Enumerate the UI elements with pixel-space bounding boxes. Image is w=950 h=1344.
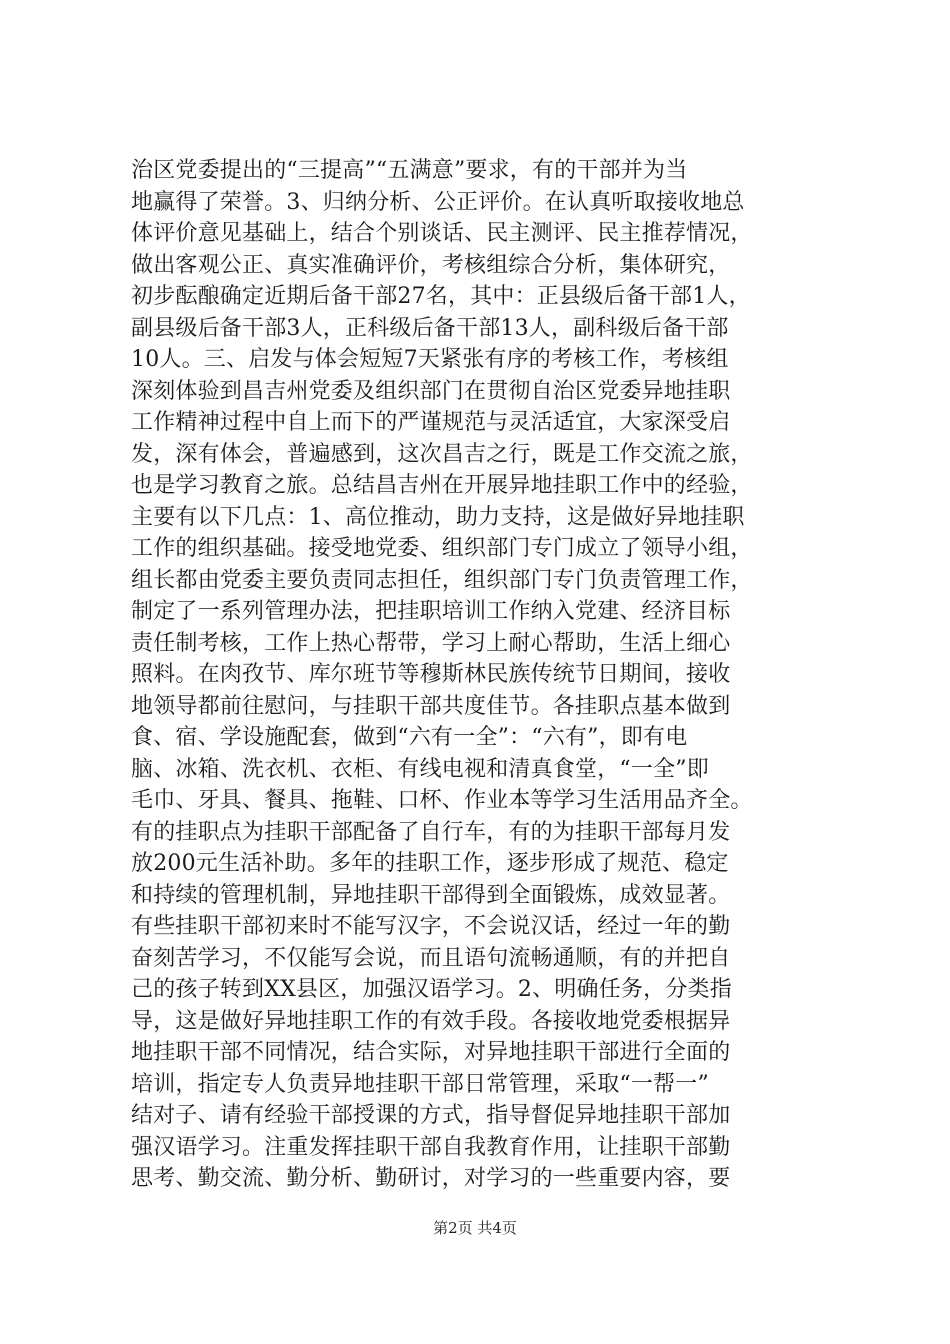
text-line: 奋刻苦学习，不仅能写会说，而且语句流畅通顺，有的并把自 [131, 945, 731, 971]
body-text [131, 155, 831, 1195]
text-line: 初步酝酿确定近期后备干部27名，其中：正县级后备干部1人， [131, 284, 751, 309]
text-line: 组长都由党委主要负责同志担任，组织部门专门负责管理工作， [131, 567, 753, 593]
text-line: 深刻体验到昌吉州党委及组织部门在贯彻自治区党委异地挂职 [131, 378, 731, 404]
text-line: 强汉语学习。注重发挥挂职干部自我教育作用，让挂职干部勤 [131, 1134, 731, 1160]
text-line: 做出客观公正、真实准确评价，考核组综合分析，集体研究， [131, 252, 731, 278]
text-line: 培训，指定专人负责异地挂职干部日常管理，采取“一帮一” [131, 1071, 709, 1097]
text-line: 毛巾、牙具、餐具、拖鞋、口杯、作业本等学习生活用品齐全。 [131, 788, 753, 813]
text-line: 放200元生活补助。多年的挂职工作，逐步形成了规范、稳定 [131, 851, 729, 876]
text-line: 主要有以下几点：1、高位推动，助力支持，这是做好异地挂职 [131, 504, 745, 530]
text-line: 体评价意见基础上，结合个别谈话、民主测评、民主推荐情况， [131, 221, 753, 246]
text-line: 脑、冰箱、洗衣机、衣柜、有线电视和清真食堂，“一全”即 [131, 756, 709, 782]
text-line: 工作精神过程中自上而下的严谨规范与灵活适宜，大家深受启 [131, 410, 731, 435]
text-line: 10人。三、启发与体会短短7天紧张有序的考核工作，考核组 [131, 347, 729, 372]
text-line: 制定了一系列管理办法，把挂职培训工作纳入党建、经济目标 [131, 599, 731, 624]
text-line: 有些挂职干部初来时不能写汉字，不会说汉话，经过一年的勤 [131, 914, 731, 939]
text-line: 己的孩子转到XX县区，加强汉语学习。2、明确任务，分类指 [131, 977, 732, 1002]
text-line: 地领导都前往慰问，与挂职干部共度佳节。各挂职点基本做到 [131, 693, 731, 719]
text-line: 治区党委提出的“三提高”“五满意”要求，有的干部并为当 [131, 158, 688, 183]
text-line: 思考、勤交流、勤分析、勤研讨，对学习的一些重要内容，要 [131, 1166, 731, 1191]
text-line: 地挂职干部不同情况，结合实际，对异地挂职干部进行全面的 [131, 1040, 731, 1065]
text-line: 有的挂职点为挂职干部配备了自行车，有的为挂职干部每月发 [131, 819, 731, 845]
page-number: 第2页 共4页 [433, 1219, 517, 1237]
text-line: 发，深有体会，普遍感到，这次昌吉之行，既是工作交流之旅， [131, 441, 753, 467]
text-line: 副县级后备干部3人，正科级后备干部13人，副科级后备干部 [131, 315, 729, 341]
text-line: 照料。在肉孜节、库尔班节等穆斯林民族传统节日期间，接收 [131, 662, 731, 687]
text-line: 食、宿、学设施配套，做到“六有一全”：“六有”，即有电 [131, 725, 688, 750]
text-line: 也是学习教育之旅。总结昌吉州在开展异地挂职工作中的经验， [131, 473, 753, 498]
text-line: 和持续的管理机制，异地挂职干部得到全面锻炼，成效显著。 [131, 882, 731, 908]
text-line: 地赢得了荣誉。3、归纳分析、公正评价。在认真听取接收地总 [131, 189, 745, 215]
text-line: 结对子、请有经验干部授课的方式，指导督促异地挂职干部加 [131, 1103, 731, 1128]
text-line: 导，这是做好异地挂职工作的有效手段。各接收地党委根据异 [131, 1008, 731, 1034]
text-line: 责任制考核，工作上热心帮带，学习上耐心帮助，生活上细心 [131, 630, 731, 656]
text-line: 工作的组织基础。接受地党委、组织部门专门成立了领导小组， [131, 536, 753, 561]
